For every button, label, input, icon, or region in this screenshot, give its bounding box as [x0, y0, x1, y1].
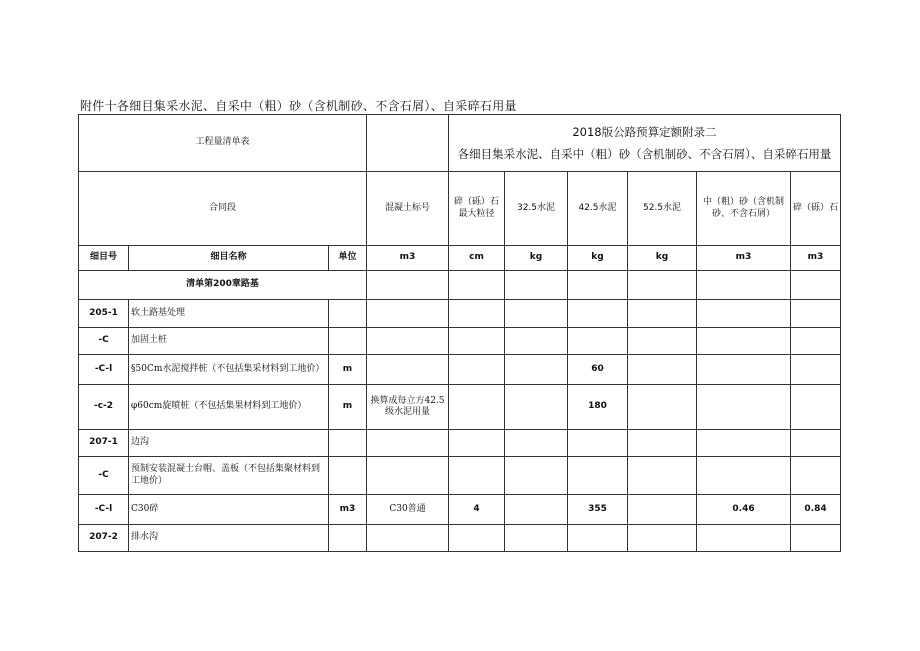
- cell-sand: [697, 271, 791, 300]
- chapter-heading: 清单第200章路基: [79, 271, 367, 300]
- cell-item-name: 软土路基处理: [129, 300, 329, 328]
- cell-grade: C30普通: [367, 495, 449, 525]
- cell-grade: [367, 300, 449, 328]
- cell-gravel: [791, 525, 841, 552]
- cell-gravel: [791, 355, 841, 385]
- cell-grade: [367, 271, 449, 300]
- cell-unit: [329, 457, 367, 495]
- cell-525: [628, 430, 697, 457]
- cell-size: 4: [449, 495, 505, 525]
- cell-unit: [329, 430, 367, 457]
- table-row: [79, 300, 841, 328]
- cell-sand: [697, 430, 791, 457]
- cell-item-no: -C-l: [79, 495, 129, 525]
- cell-size: [449, 457, 505, 495]
- cell-unit: m: [329, 385, 367, 430]
- cell-size: [449, 385, 505, 430]
- cell-grade: [367, 328, 449, 355]
- cell-425: [568, 328, 628, 355]
- table-row: [79, 355, 841, 385]
- cell-item-name: §50Cm水泥搅拌桩（不包括集采材料到工地价）: [129, 355, 329, 385]
- cell-item-no: -C: [79, 328, 129, 355]
- cell-gravel: [791, 271, 841, 300]
- cell-size: [449, 271, 505, 300]
- table-row: [79, 430, 841, 457]
- unit-size: cm: [449, 246, 505, 271]
- cell-item-no: -C-l: [79, 355, 129, 385]
- cell-sand: [697, 385, 791, 430]
- cell-grade: 换算成每立方42.5级水泥用量: [367, 385, 449, 430]
- cell-item-name: 预制安装混凝土台帽、盖板（不包括集聚材料到工地价）: [129, 457, 329, 495]
- cell-325: [505, 355, 568, 385]
- cell-item-no: -c-2: [79, 385, 129, 430]
- cell-425: [568, 525, 628, 552]
- col-item-name: 细目名称: [129, 246, 329, 271]
- table-row: [79, 271, 841, 300]
- table-row: [79, 328, 841, 355]
- cell-size: [449, 328, 505, 355]
- cell-525: [628, 385, 697, 430]
- table-row: [79, 385, 841, 430]
- cell-525: [628, 328, 697, 355]
- gravel-header: 碎（砾）石: [791, 172, 841, 246]
- contract-section: 合同段: [79, 172, 367, 246]
- cell-sand: [697, 328, 791, 355]
- cell-525: [628, 300, 697, 328]
- bill-title: 工程量清单表: [79, 115, 367, 172]
- cell-sand: [697, 355, 791, 385]
- cell-item-name: 排水沟: [129, 525, 329, 552]
- cell-gravel: 0.84: [791, 495, 841, 525]
- cell-sand: 0.46: [697, 495, 791, 525]
- cell-425: [568, 271, 628, 300]
- cell-sand: [697, 525, 791, 552]
- cell-grade: [367, 525, 449, 552]
- cell-unit: [329, 525, 367, 552]
- cell-size: [449, 525, 505, 552]
- gravel-size-header: 碎（砾）石最大粒径: [449, 172, 505, 246]
- cell-gravel: [791, 328, 841, 355]
- cell-size: [449, 300, 505, 328]
- col-unit: 单位: [329, 246, 367, 271]
- cell-325: [505, 385, 568, 430]
- cell-sand: [697, 300, 791, 328]
- cell-sand: [697, 457, 791, 495]
- cell-item-name: 边沟: [129, 430, 329, 457]
- cement-525-header: 52.5水泥: [628, 172, 697, 246]
- cell-325: [505, 525, 568, 552]
- cell-grade: [367, 430, 449, 457]
- cell-item-no: 207-1: [79, 430, 129, 457]
- cell-325: [505, 457, 568, 495]
- cell-unit: m3: [329, 495, 367, 525]
- cell-425: 60: [568, 355, 628, 385]
- cell-item-no: 205-1: [79, 300, 129, 328]
- sand-header: 中（粗）砂（含机制砂、不含石屑）: [697, 172, 791, 246]
- quota-title-cell: [449, 115, 841, 172]
- cell-425: [568, 457, 628, 495]
- cell-size: [449, 355, 505, 385]
- cell-425: [568, 300, 628, 328]
- cell-item-no: -C: [79, 457, 129, 495]
- cell-item-name: 加固土桩: [129, 328, 329, 355]
- col-item-no: 细目号: [79, 246, 129, 271]
- cell-525: [628, 271, 697, 300]
- cell-size: [449, 430, 505, 457]
- cell-gravel: [791, 430, 841, 457]
- cell-gravel: [791, 457, 841, 495]
- cell-grade: [367, 457, 449, 495]
- cell-325: [505, 328, 568, 355]
- quota-title-line1: 2018版公路预算定额附录二: [572, 124, 717, 139]
- unit-sand: m3: [697, 246, 791, 271]
- cell-grade: [367, 355, 449, 385]
- quantity-table: [78, 114, 841, 552]
- cell-325: [505, 430, 568, 457]
- cell-525: [628, 525, 697, 552]
- cell-425: [568, 430, 628, 457]
- unit-325: kg: [505, 246, 568, 271]
- concrete-grade-header: 混凝土标号: [367, 172, 449, 246]
- cell-item-no: 207-2: [79, 525, 129, 552]
- quota-title-line2: 各细目集采水泥、自采中（粗）砂（含机制砂、不含石屑）、自采碎石用量: [457, 147, 832, 161]
- cement-325-header: 32.5水泥: [505, 172, 568, 246]
- cell-325: [505, 271, 568, 300]
- cell-unit: [329, 300, 367, 328]
- cell-gravel: [791, 300, 841, 328]
- table-row: [79, 525, 841, 552]
- cell-325: [505, 300, 568, 328]
- page-title: 附件十各细目集采水泥、自采中（粗）砂（含机制砂、不含石屑）、自采碎石用量: [80, 99, 517, 113]
- cell-425: 180: [568, 385, 628, 430]
- unit-concrete: m3: [367, 246, 449, 271]
- table-row: [79, 495, 841, 525]
- cell-325: [505, 495, 568, 525]
- table-row: [79, 457, 841, 495]
- cell-525: [628, 495, 697, 525]
- cell-item-name: φ60cm旋喷桩（不包括集果材料到工地价）: [129, 385, 329, 430]
- cell-gravel: [791, 385, 841, 430]
- cell-unit: [329, 328, 367, 355]
- unit-gravel: m3: [791, 246, 841, 271]
- unit-425: kg: [568, 246, 628, 271]
- cell-425: 355: [568, 495, 628, 525]
- cell-525: [628, 457, 697, 495]
- unit-525: kg: [628, 246, 697, 271]
- cell-unit: m: [329, 355, 367, 385]
- cell-item-name: C30碎: [129, 495, 329, 525]
- cement-425-header: 42.5水泥: [568, 172, 628, 246]
- cell-525: [628, 355, 697, 385]
